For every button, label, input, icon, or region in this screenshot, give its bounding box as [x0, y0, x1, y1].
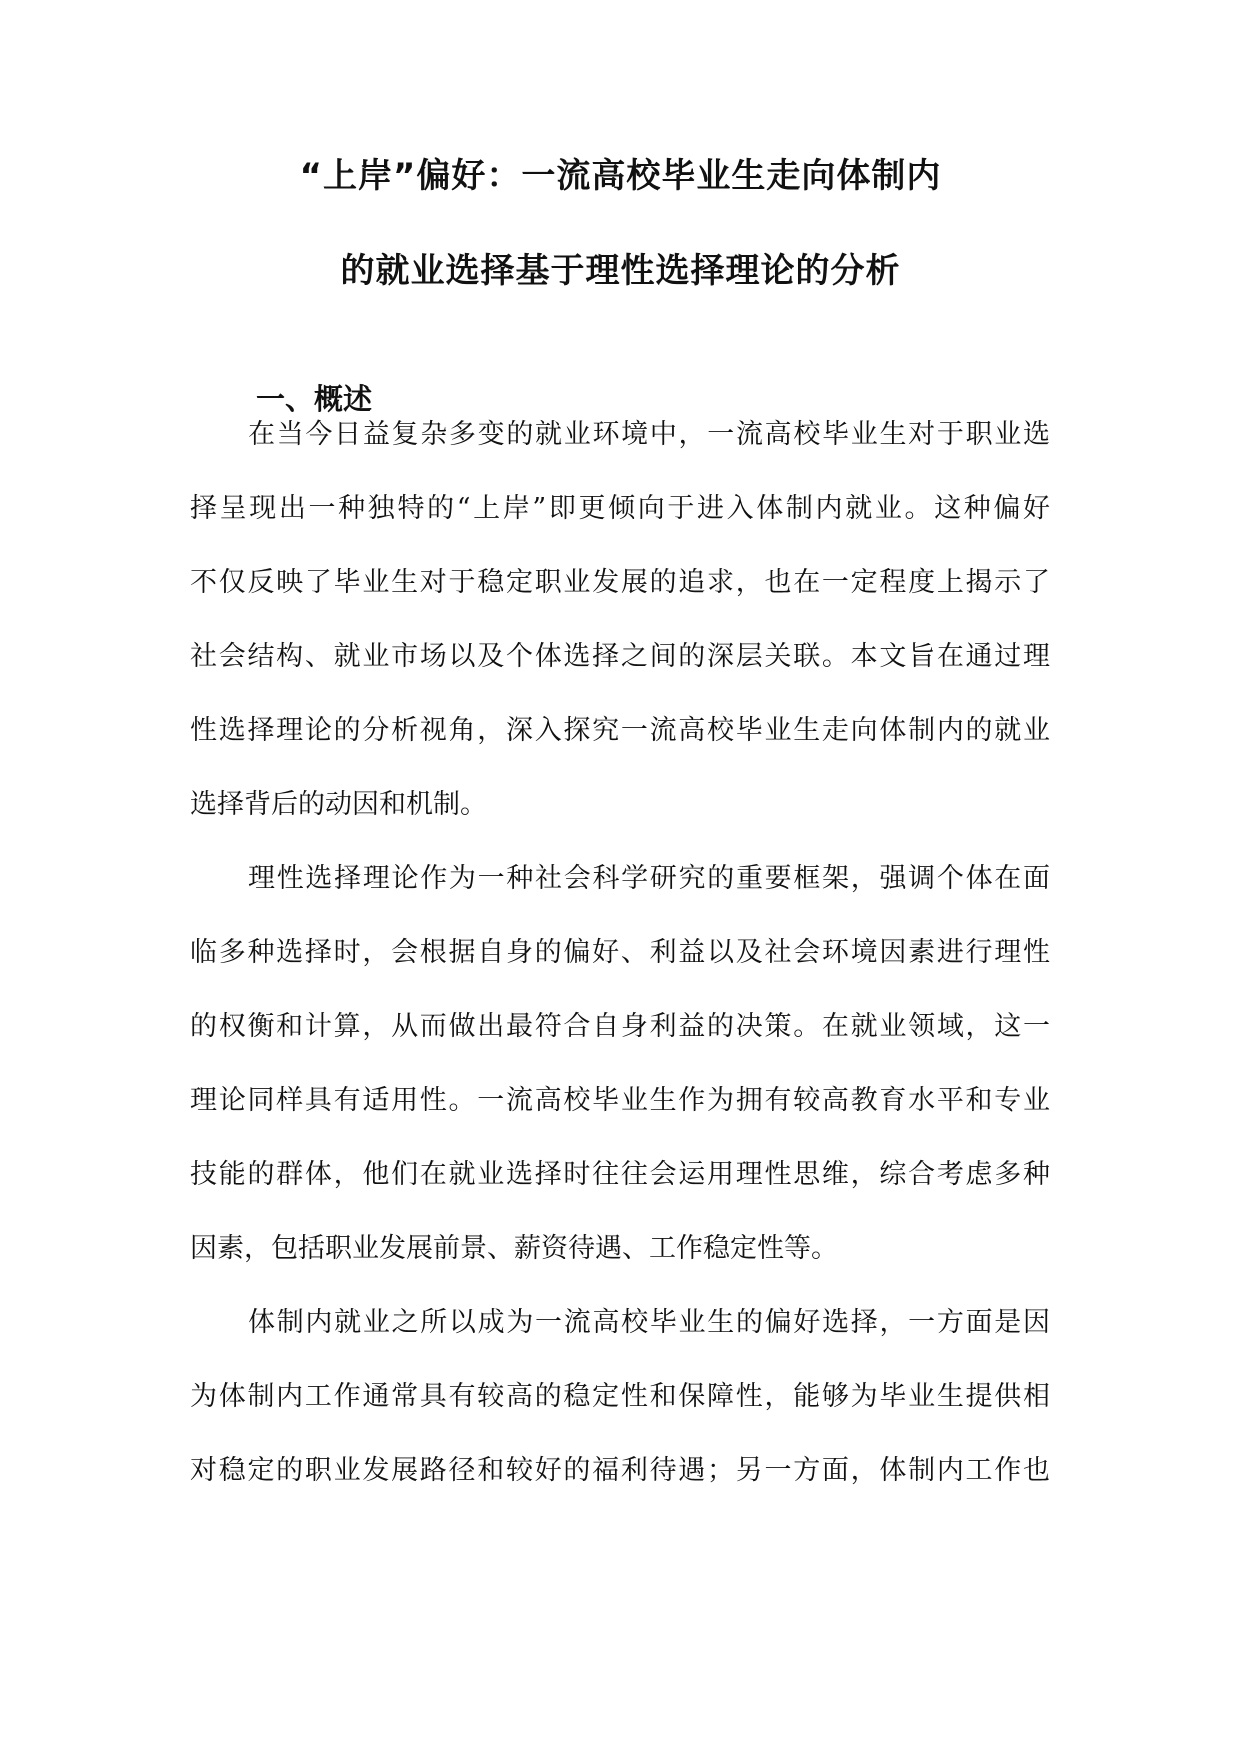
paragraph-1-line-2: 择呈现出一种独特的“上岸”即更倾向于进入体制内就业。这种偏好: [190, 493, 1050, 524]
document-title-line-2: 的就业选择基于理性选择理论的分析: [340, 251, 901, 291]
paragraph-3-line-3: 对稳定的职业发展路径和较好的福利待遇；另一方面，体制内工作也: [190, 1455, 1050, 1486]
paragraph-3-line-1: 体制内就业之所以成为一流高校毕业生的偏好选择，一方面是因: [248, 1307, 1050, 1338]
paragraph-1-line-1: 在当今日益复杂多变的就业环境中，一流高校毕业生对于职业选: [248, 419, 1050, 450]
paragraph-2-line-4: 理论同样具有适用性。一流高校毕业生作为拥有较高教育水平和专业: [190, 1085, 1050, 1116]
paragraph-1-line-5: 性选择理论的分析视角，深入探究一流高校毕业生走向体制内的就业: [190, 715, 1050, 746]
paragraph-1-line-6: 选择背后的动因和机制。: [190, 789, 487, 820]
paragraph-2-line-6: 因素，包括职业发展前景、薪资待遇、工作稳定性等。: [190, 1233, 838, 1264]
document-title-line-1: “上岸”偏好：一流高校毕业生走向体制内: [299, 156, 942, 196]
paragraph-2-line-2: 临多种选择时，会根据自身的偏好、利益以及社会环境因素进行理性: [190, 937, 1050, 968]
paragraph-2-line-5: 技能的群体，他们在就业选择时往往会运用理性思维，综合考虑多种: [190, 1159, 1050, 1190]
paragraph-2-line-1: 理性选择理论作为一种社会科学研究的重要框架，强调个体在面: [248, 863, 1050, 894]
section-heading: 一、概述: [256, 382, 373, 416]
paragraph-1-line-3: 不仅反映了毕业生对于稳定职业发展的追求，也在一定程度上揭示了: [190, 567, 1050, 598]
paragraph-3-line-2: 为体制内工作通常具有较高的稳定性和保障性，能够为毕业生提供相: [190, 1381, 1050, 1412]
paragraph-1-line-4: 社会结构、就业市场以及个体选择之间的深层关联。本文旨在通过理: [190, 641, 1050, 672]
paragraph-2-line-3: 的权衡和计算，从而做出最符合自身利益的决策。在就业领域，这一: [190, 1011, 1050, 1042]
